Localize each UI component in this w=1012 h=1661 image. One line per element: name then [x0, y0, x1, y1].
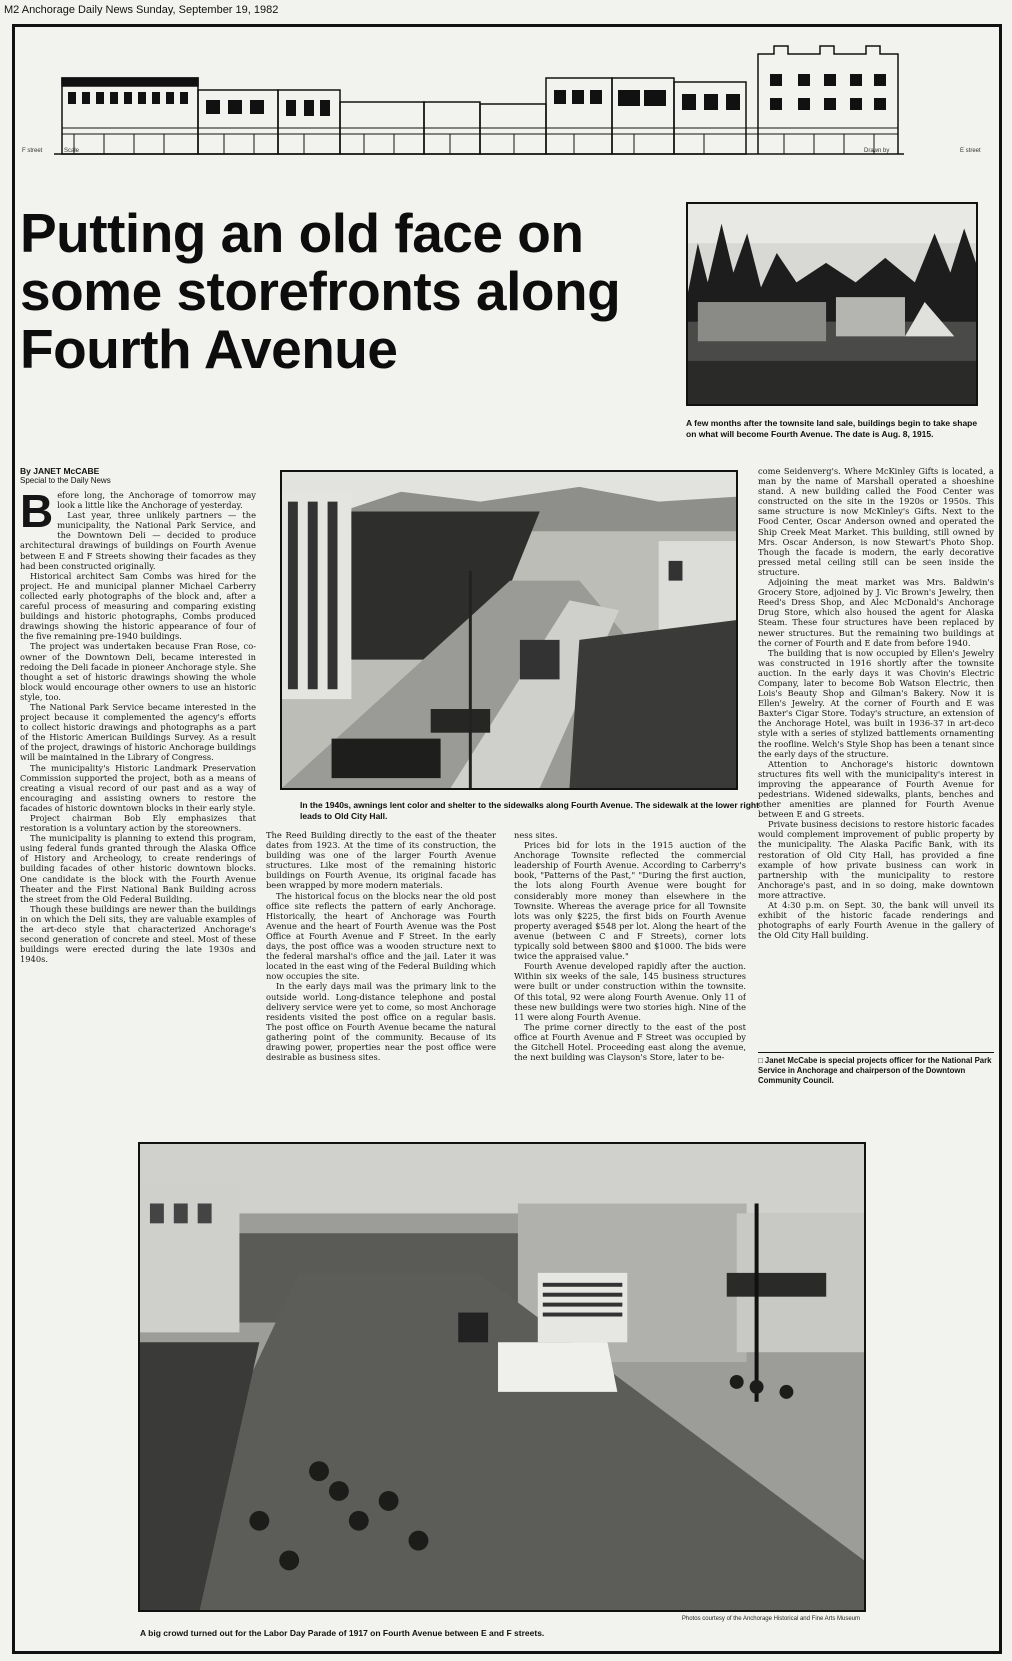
photo-1917-labor-day-parade: [138, 1142, 866, 1612]
byline-role: Special to the Daily News: [20, 476, 111, 485]
col1-paragraph: The municipality is planning to extend this program, using federal funds granted through the Alaska Office of History and Archeology, to create renderings of building facades of other historic downtown blocks. One candidate is the block with the Fourth Avenue Theater and the First National Bank Building across the street from the Old Federal Building.: [20, 833, 256, 904]
col3-paragraph: Prices bid for lots in the 1915 auction of the Anchorage Townsite reflected the commercial leadership of Fourth Avenue. According to Carberry's book, "Patterns of the Past," "During the first auction, the lots along Fourth Avenue were bought for considerably more money than elsewhere in the Townsite. Whereas the average price for all Townsite lots was only $225, the first bids on Fourth Avenue property averaged $548 per lot. Along the heart of the avenue (between C and F Streets), corner lots typically sold between $800 and $1000. The bids were twice the appraised value.": [514, 840, 746, 962]
col4-paragraph: The building that is now occupied by Ellen's Jewelry was constructed in 1916 shortly after the townsite auction. In the early days it was Chovin's Electric Company, later to become Bob Watson Electric, then Lois's Beauty Shop and Gilman's Bakery. Now it is Ellen's Jewelry. At the corner of Fourth and E was Baxter's Cigar Store. Today's structure, an extension of the Anchorage Hotel, was built in 1936-37 in art-deco style with a series of stylized battlements ornamenting the roofline. Welch's Style Shop has been a tenant since the early days of the structure.: [758, 647, 994, 759]
col4-paragraph: Attention to Anchorage's historic downtown structures fits well with the municipality's interest in improving the appearance of Fourth Avenue for pedestrians. Widened sidewalks, plants, benches and other amenities are planned for Fourth Avenue between E and G streets.: [758, 758, 994, 820]
col1-paragraph: Last year, three unlikely partners — the municipality, the National Park Service, and the Downtown Deli — decided to produce architectural drawings of buildings on Fourth Avenue between E and F Streets showing their facades as they had been constructed originally.: [20, 510, 256, 571]
col1-paragraph: The National Park Service became interested in the project because it complemented the agency's efforts to collect historic drawings and photographs as a part of the Historic American Buildings Survey. As a result of the project, drawings of historic Anchorage buildings will be maintained in the Library of Congress.: [20, 701, 256, 763]
skyline-label-drawn: Drawn by: [864, 148, 890, 154]
col2-paragraph: The Reed Building directly to the east of the theater dates from 1923. At the time of its construction, the building was one of the larger Fourth Avenue structures. Like most of the remaining historic buildings on Fourth Avenue, its original facade has been wrapped by more modern materials.: [266, 830, 496, 891]
col3-paragraph: Fourth Avenue developed rapidly after the auction. Within six weeks of the sale, 145 business structures were built or under construction within the townsite. Of this total, 92 were along Fourth Avenue. Only 11 of these new buildings were two stories high. Nine of the 11 were along Fourth Avenue.: [514, 961, 746, 1022]
photo-credit: Photos courtesy of the Anchorage Historical and Fine Arts Museum: [681, 1616, 860, 1622]
col1-paragraph: Though these buildings are newer than the buildings in on which the Deli sits, they are valuable examples of the art-deco style that characterized Anchorage's second generation of concrete and steel. Most of these buildings were erected during the late 1930s and 1940s.: [20, 903, 256, 965]
facade-elevation-drawing: [14, 34, 998, 164]
col3-paragraph: ness sites.: [514, 830, 558, 840]
col4-paragraph: At 4:30 p.m. on Sept. 30, the bank will unveil its exhibit of the historic facade renderings and photographs of early Fourth Avenue in the gallery of the Old City Hall building.: [758, 900, 994, 941]
article-column-4: [758, 466, 994, 1046]
col2-paragraph: In the early days mail was the primary link to the outside world. Long-distance telephone and postal delivery service were yet to come, so most Anchorage residents visited the post office on a regular basis. The post office on Fourth Avenue became the natural gathering point of the community. Because of its drawing power, properties near the post office were desirable as business sites.: [266, 981, 496, 1063]
byline: [20, 466, 240, 486]
col4-paragraph: Adjoining the meat market was Mrs. Baldwin's Grocery Store, adjoined by J. Vic Brown's Jewelry, then Reed's Dress Shop, and Alec McDonald's Anchorage Drug Store, which also housed the agent for Alaska Steam. These four structures have been replaced by newer structures. But the remaining two buildings at the corner of Fourth and E date from before 1940.: [758, 577, 994, 648]
byline-name: By JANET McCABE: [20, 466, 100, 476]
col2-paragraph: The historical focus on the blocks near the old post office site reflects the pattern of early Anchorage. Historically, the heart of Anchorage was Fourth Avenue and the heart of Fourth Avenue was the Post Office at Fourth Avenue and F Street. In the early days, the post office was a wooden structure next to the federal marshal's office and the jail. Later it was located in the east wing of the Federal Building which now occupies the site.: [266, 890, 496, 982]
skyline-label-right: E street: [960, 148, 981, 154]
article-column-3: [514, 830, 746, 1092]
dropcap: B: [20, 490, 54, 537]
author-bio: □ Janet McCabe is special projects officer for the National Park Service in Anchorage and chairperson of the Downtown Community Council.: [758, 1052, 994, 1086]
article-column-1: [20, 490, 256, 1094]
col4-paragraph: come Seidenverg's. Where McKinley Gifts is located, a man by the name of Marshall operated a shoeshine stand. A new building called the Food Center was constructed on the site in the 1920s or 1950s. This same structure is now McKinley's Gifts. Next to the Food Center, Oscar Anderson owned and operated the Ship Creek Meat Market. This building, still owned by Mrs. Oscar Anderson, is now Stewart's Photo Shop. Though the facade is modern, the early decorative pressed metal ceiling still can be seen inside the structure.: [758, 466, 994, 577]
article-column-2: [266, 830, 496, 1092]
col1-paragraph: The municipality's Historic Landmark Preservation Commission supported the project, both as a means of creating a visual record of our past and as a way of encouraging and assisting owners to restore the facades of historic downtown blocks in their early style.: [20, 762, 256, 813]
skyline-label-scale: Scale: [64, 148, 80, 154]
skyline-label-left: F street: [22, 148, 43, 154]
page-folio: M2 Anchorage Daily News Sunday, September 19, 1982: [4, 4, 279, 16]
caption-1915-photo: A few months after the townsite land sale, buildings begin to take shape on what will become Fourth Avenue. The date is Aug. 8, 1915.: [686, 418, 978, 439]
headline: Putting an old face on some storefronts along Fourth Avenue: [20, 202, 621, 380]
photo-1940s-fourth-avenue: [280, 470, 738, 790]
col1-paragraph: The project was undertaken because Fran Rose, co-owner of the Downtown Deli, became interested in redoing the Deli facade in pioneer Anchorage style. She thought a set of historic drawings showing the whole block would encourage other owners to use an historic style, too.: [20, 641, 256, 702]
caption-1940s-photo: In the 1940s, awnings lent color and shelter to the sidewalks along Fourth Avenue. The sidewalk at the lower right leads to Old City Hall.: [300, 800, 759, 821]
caption-1917-photo: A big crowd turned out for the Labor Day Parade of 1917 on Fourth Avenue between E and F streets.: [140, 1628, 545, 1638]
photo-1915-townsite: [686, 202, 978, 406]
col3-paragraph: The prime corner directly to the east of the post office at Fourth Avenue and F Street was occupied by the Gitchell Hotel. Proceeding east along the avenue, the next building was Clayson's Store, later to be-: [514, 1021, 746, 1063]
col4-paragraph: Private business decisions to restore historic facades would complement improvement of public property by the municipality. The Alaska Pacific Bank, with its restoration of Old City Hall, has provided a fine example of how private business can work in partnership with the municipality to restore Anchorage's past, and in so doing, make downtown more attractive.: [758, 819, 994, 900]
col1-paragraph: Project chairman Bob Ely emphasizes that restoration is a voluntary action by the storeowners.: [20, 813, 256, 834]
col1-paragraph: efore long, the Anchorage of tomorrow may look a little like the Anchorage of yesterday.: [57, 490, 256, 511]
col1-paragraph: Historical architect Sam Combs was hired for the project. He and municipal planner Michael Carberry collected early photographs of the block and, after a careful process of measuring and comparing existing buildings and historic photographs, Combs produced drawings showing the historic appearance of four of the five remaining pre-1940 buildings.: [20, 570, 256, 642]
